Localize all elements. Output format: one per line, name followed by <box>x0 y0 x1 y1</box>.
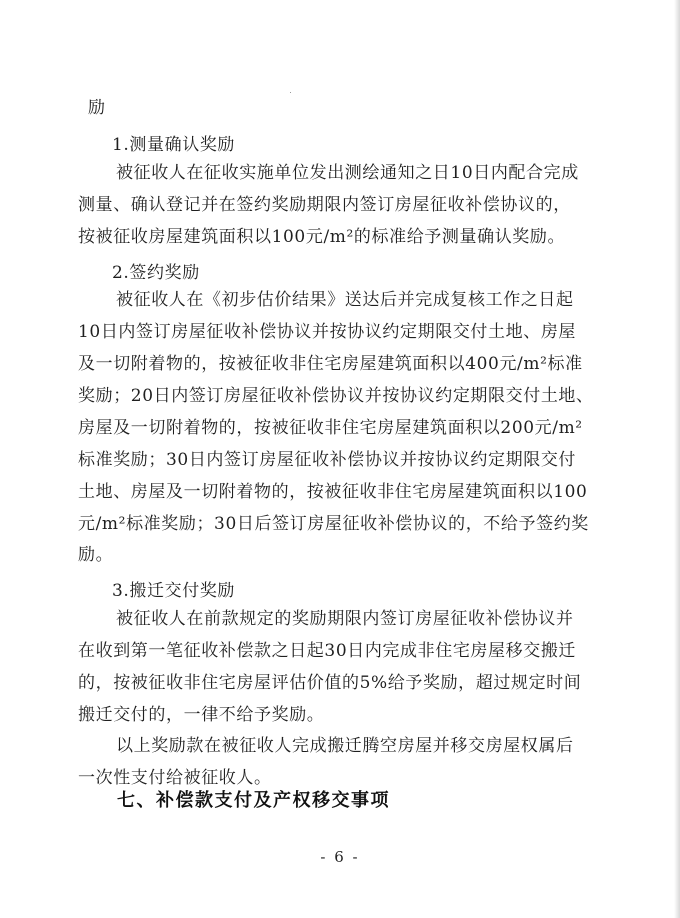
paragraph-line: 被征收人在《初步估价结果》送达后并完成复核工作之日起 <box>116 290 574 310</box>
paragraph-line: 按被征收房屋建筑面积以100元/m²的标准给予测量确认奖励。 <box>78 227 566 247</box>
paragraph-line: 奖励；20日内签订房屋征收补偿协议并按协议约定期限交付土地、 <box>78 386 594 406</box>
subheading-signing-reward: 2.签约奖励 <box>112 263 200 283</box>
continued-line: 励 <box>88 98 106 118</box>
paragraph-line: 励。 <box>78 545 114 565</box>
paragraph-line: 测量、确认登记并在签约奖励期限内签订房屋征收补偿协议的， <box>78 195 571 215</box>
paragraph-line: 土地、房屋及一切附着物的，按被征收非住宅房屋建筑面积以100 <box>78 482 588 502</box>
paragraph-line: 被征收人在征收实施单位发出测绘通知之日10日内配合完成 <box>116 163 579 183</box>
paragraph-line: 在收到第一笔征收补偿款之日起30日内完成非住宅房屋移交搬迁 <box>78 641 577 661</box>
paragraph-line: 被征收人在前款规定的奖励期限内签订房屋征收补偿协议并 <box>116 609 574 629</box>
subheading-relocation-reward: 3.搬迁交付奖励 <box>112 581 236 601</box>
subheading-measurement-reward: 1.测量确认奖励 <box>112 135 236 155</box>
paragraph-line: 10日内签订房屋征收补偿协议并按协议约定期限交付土地、房屋 <box>78 322 577 342</box>
section-heading: 七、补偿款支付及产权移交事项 <box>117 790 390 811</box>
paragraph-line: 以上奖励款在被征收人完成搬迁腾空房屋并移交房屋权属后 <box>116 736 574 756</box>
scan-speck <box>290 92 291 93</box>
paragraph-line: 元/m²标准奖励；30日后签订房屋征收补偿协议的，不给予签约奖 <box>78 514 589 534</box>
paragraph-line: 的，按被征收非住宅房屋评估价值的5%给予奖励，超过规定时间 <box>78 673 582 693</box>
paragraph-line: 标准奖励；30日内签订房屋征收补偿协议并按协议约定期限交付 <box>78 450 577 470</box>
paragraph-line: 及一切附着物的，按被征收非住宅房屋建筑面积以400元/m²标准 <box>78 354 583 374</box>
paragraph-line: 房屋及一切附着物的，按被征收非住宅房屋建筑面积以200元/m² <box>78 418 583 438</box>
paragraph-line: 搬迁交付的，一律不给予奖励。 <box>78 705 325 725</box>
paragraph-line: 一次性支付给被征收人。 <box>78 768 272 788</box>
page-number: - 6 - <box>320 848 360 866</box>
